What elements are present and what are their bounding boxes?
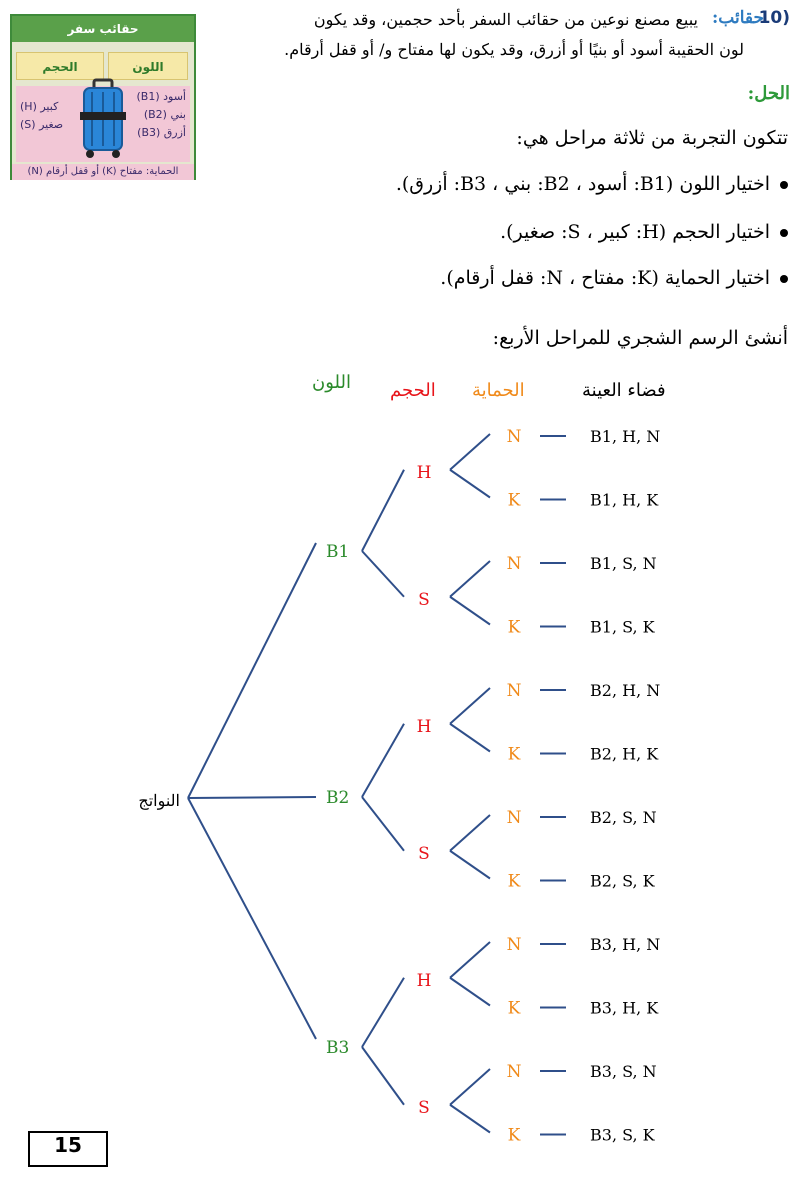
solution-intro: تتكون التجربة من ثلاثة مراحل هي: [516, 127, 788, 149]
branch-line [450, 1069, 490, 1105]
size-node-H: H [416, 970, 432, 991]
branch-line [362, 978, 404, 1047]
card-size-header: الحجم [16, 52, 104, 80]
outcome-6: B2, H, K [590, 744, 659, 764]
card-size-2: صغير (S) [20, 118, 64, 131]
solution-label: الحل: [747, 83, 790, 104]
branch-line [362, 470, 404, 551]
branch-line [450, 1105, 490, 1133]
branch-line [450, 978, 490, 1006]
branch-line [450, 470, 490, 498]
outcome-8: B2, S, K [590, 871, 655, 891]
outcome-9: B3, H, N [590, 935, 661, 954]
protection-node-K: K [507, 617, 521, 638]
branch-line [450, 815, 490, 851]
branch-line [450, 597, 490, 625]
color-node-B3: B3 [326, 1038, 350, 1058]
outcome-1: B1, H, N [590, 427, 661, 446]
branch-line [188, 543, 316, 798]
branch-line [450, 561, 490, 597]
header-sample-space: فضاء العينة [582, 380, 666, 401]
card-color-2: بني (B2) [143, 108, 186, 121]
protection-node-N: N [506, 935, 522, 955]
header-size: الحجم [390, 380, 436, 401]
outcome-12: B3, S, K [590, 1125, 655, 1145]
branch-line [450, 724, 490, 752]
bullet-text: اختيار الحماية (K: مفتاح ، N: قفل أرقام). [440, 267, 770, 289]
outcome-3: B1, S, N [590, 554, 657, 573]
color-node-B2: B2 [326, 788, 350, 808]
question-title: حقائب: [712, 8, 764, 28]
size-node-S: S [418, 1097, 430, 1118]
protection-node-K: K [507, 490, 521, 511]
card-color-header: اللون [108, 52, 188, 80]
outcome-5: B2, H, N [590, 681, 661, 700]
outcome-7: B2, S, N [590, 808, 657, 827]
size-node-H: H [416, 716, 432, 737]
outcome-4: B1, S, K [590, 617, 655, 637]
root-label: النواتج [138, 791, 180, 810]
header-protection: الحماية [472, 380, 525, 401]
header-color: اللون [312, 372, 351, 393]
tree-intro: أنشئ الرسم الشجري للمراحل الأربع: [492, 327, 788, 349]
protection-node-N: N [506, 554, 522, 574]
page-number: 15 [28, 1131, 108, 1167]
protection-node-N: N [506, 427, 522, 447]
protection-node-K: K [507, 744, 521, 765]
outcome-10: B3, H, K [590, 998, 659, 1018]
branch-line [362, 551, 404, 597]
outcome-2: B1, H, K [590, 490, 659, 510]
size-node-S: S [418, 843, 430, 864]
protection-node-N: N [506, 808, 522, 828]
branch-line [450, 942, 490, 978]
protection-node-K: K [507, 998, 521, 1019]
branch-line [188, 797, 316, 798]
question-number: 10) [758, 8, 790, 28]
question-line-1: يبيع مصنع نوعين من حقائب السفر بأحد حجمين، وقد يكون [313, 10, 698, 29]
card-title: حقائب سفر [12, 16, 194, 42]
outcome-11: B3, S, N [590, 1062, 657, 1081]
size-node-H: H [416, 462, 432, 483]
color-node-B1: B1 [326, 542, 350, 562]
branch-line [450, 688, 490, 724]
branch-line [362, 797, 404, 851]
branch-line [450, 434, 490, 470]
card-color-3: أزرق (B3) [137, 126, 186, 139]
protection-node-N: N [506, 1062, 522, 1082]
card-size-1: كبير (H) [20, 100, 59, 113]
bullet-text: اختيار اللون (B1: أسود ، B2: بني ، B3: أزرق). [395, 173, 770, 195]
branch-line [362, 724, 404, 797]
question-line-2: لون الحقيبة أسود أو بنيًا أو أزرق، وقد يكون لها مفتاح و/ أو قفل أرقام. [284, 40, 744, 59]
card-protection: الحماية: مفتاح (K) أو قفل أرقام (N) [12, 164, 194, 180]
branch-line [450, 851, 490, 879]
size-node-S: S [418, 589, 430, 610]
protection-node-K: K [507, 1125, 521, 1146]
card-color-1: أسود (B1) [136, 90, 186, 103]
branch-line [188, 798, 316, 1039]
protection-node-N: N [506, 681, 522, 701]
bullet-text: اختيار الحجم (H: كبير ، S: صغير). [500, 221, 770, 243]
branch-line [362, 1047, 404, 1105]
protection-node-K: K [507, 871, 521, 892]
